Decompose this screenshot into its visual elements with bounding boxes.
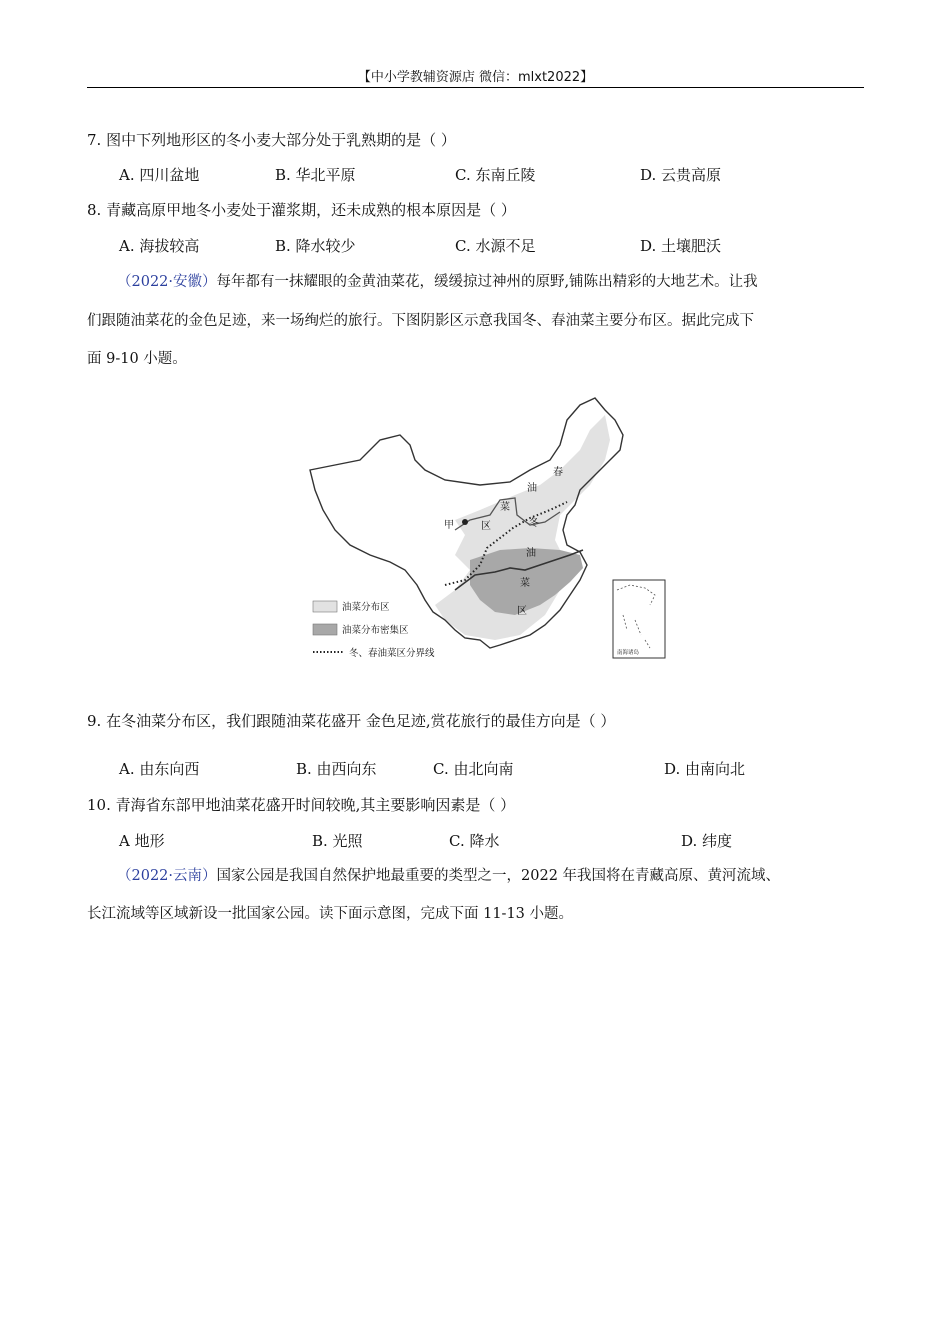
passage-2-line-1: （2022·云南）国家公园是我国自然保护地最重要的类型之一，2022 年我国将在青藏高原、黄河流域、 xyxy=(117,868,781,884)
q8-option-c: C. 水源不足 xyxy=(455,237,536,255)
q9-option-b: B. 由西向东 xyxy=(296,760,377,778)
q9-option-c: C. 由北向南 xyxy=(433,760,514,778)
passage-1-line-2: 们跟随油菜花的金色足迹，来一场绚烂的旅行。下图阴影区示意我国冬、春油菜主要分布区。据此完成下 xyxy=(87,313,754,329)
question-9-stem: 9. 在冬油菜分布区，我们跟随油菜花盛开 金色足迹,赏花旅行的最佳方向是（ ） xyxy=(87,712,616,730)
q8-option-a: A. 海拔较高 xyxy=(119,237,200,255)
map-label-winter-3: 菜 xyxy=(520,578,530,589)
legend-boundary-label: 冬、春油菜区分界线 xyxy=(349,648,435,659)
map-inset-label: 南海诸岛 xyxy=(617,650,640,656)
map-label-jia: 甲 xyxy=(444,520,454,531)
q9-option-d: D. 由南向北 xyxy=(664,760,746,778)
q7-option-b: B. 华北平原 xyxy=(275,166,356,184)
map-label-spring-2: 油 xyxy=(527,483,537,494)
map-label-spring-1: 春 xyxy=(553,467,563,478)
passage-1-source: （2022·安徽） xyxy=(117,274,217,290)
legend-light-label: 油菜分布区 xyxy=(342,602,390,613)
question-7-stem: 7. 图中下列地形区的冬小麦大部分处于乳熟期的是（ ） xyxy=(87,131,456,149)
q9-option-a: A. 由东向西 xyxy=(119,760,200,778)
question-8-stem: 8. 青藏高原甲地冬小麦处于灌浆期，还未成熟的根本原因是（ ） xyxy=(87,201,516,219)
q7-option-c: C. 东南丘陵 xyxy=(455,166,536,184)
q7-option-d: D. 云贵高原 xyxy=(640,166,722,184)
question-10-stem: 10. 青海省东部甲地油菜花盛开时间较晚,其主要影响因素是（ ） xyxy=(87,796,516,814)
q7-option-a: A. 四川盆地 xyxy=(119,166,200,184)
legend-dense-label: 油菜分布密集区 xyxy=(342,625,409,636)
page-header: 【中小学教辅资源店 微信：mlxt2022】 xyxy=(357,70,594,85)
map-label-winter-4: 区 xyxy=(517,606,527,617)
map-label-spring-3: 菜 xyxy=(500,502,510,513)
passage-2-line-2: 长江流域等区域新设一批国家公园。读下面示意图，完成下面 11-13 小题。 xyxy=(87,906,574,922)
south-china-sea-inset xyxy=(613,580,665,658)
map-label-winter-1: 冬 xyxy=(529,518,539,529)
point-jia xyxy=(462,519,468,525)
q10-option-a: A 地形 xyxy=(119,832,165,850)
q10-option-b: B. 光照 xyxy=(312,832,363,850)
passage-1-line-3: 面 9-10 小题。 xyxy=(87,351,187,367)
rapeseed-distribution-map xyxy=(305,390,670,665)
q8-option-d: D. 土壤肥沃 xyxy=(640,237,722,255)
q8-option-b: B. 降水较少 xyxy=(275,237,356,255)
header-divider xyxy=(87,87,864,88)
legend-light-swatch xyxy=(313,601,337,612)
legend-dense-swatch xyxy=(313,624,337,635)
passage-1-line-1: （2022·安徽）每年都有一抹耀眼的金黄油菜花，缓缓掠过神州的原野,铺陈出精彩的大地艺术。让我 xyxy=(117,274,758,290)
map-label-spring-4: 区 xyxy=(481,521,491,532)
passage-2-source: （2022·云南） xyxy=(117,868,217,884)
q10-option-d: D. 纬度 xyxy=(681,832,733,850)
q10-option-c: C. 降水 xyxy=(449,832,500,850)
map-label-winter-2: 油 xyxy=(526,548,536,559)
